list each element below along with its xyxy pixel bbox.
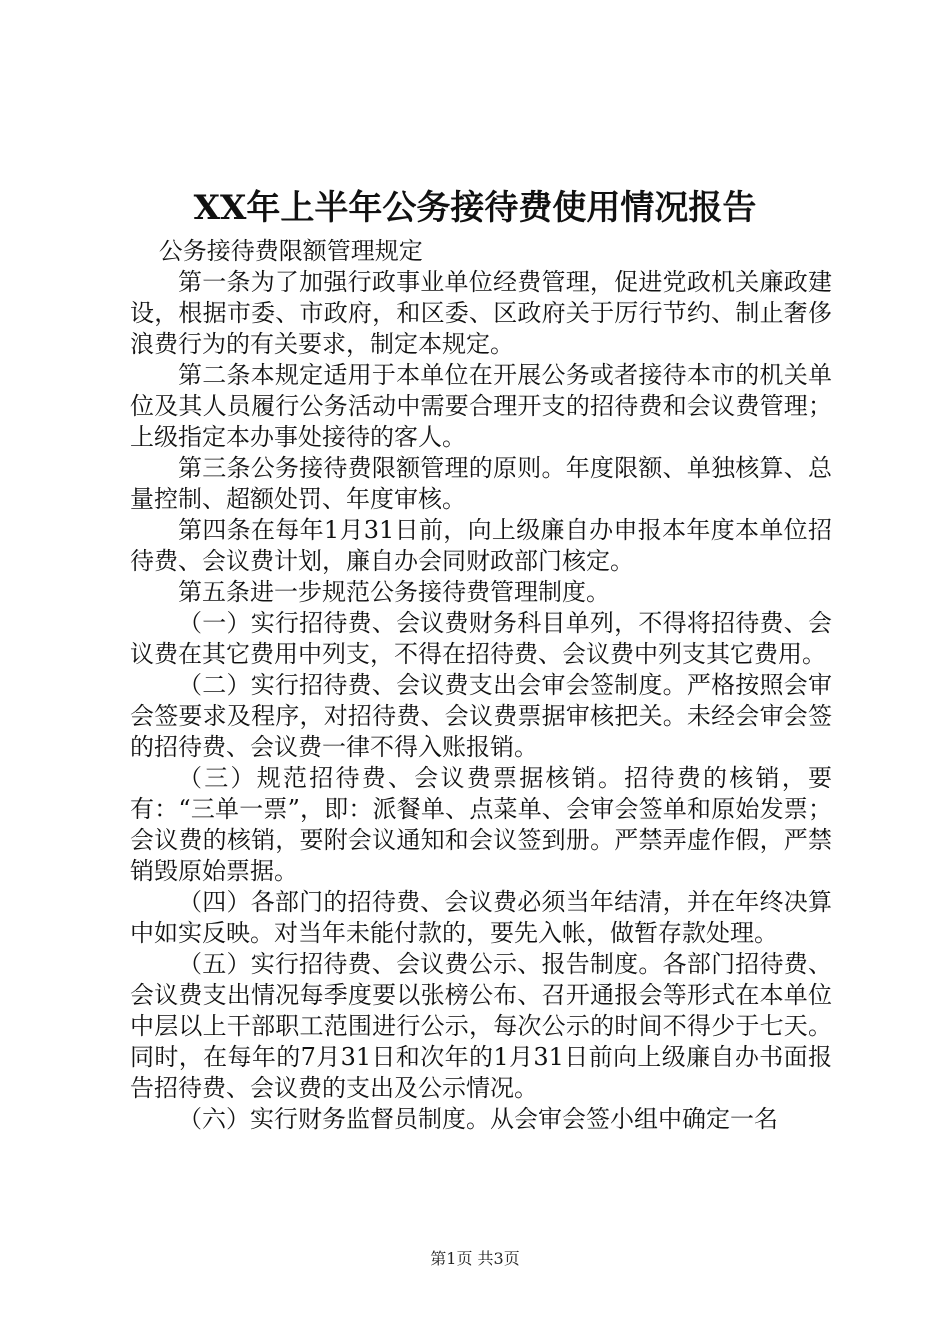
paragraph-article-4: 第四条在每年1月31日前，向上级廉自办申报本年度本单位招待费、会议费计划，廉自办会同财政部门核定。: [130, 516, 832, 575]
paragraph-article-2: 第二条本规定适用于本单位在开展公务或者接待本市的机关单位及其人员履行公务活动中需要合理开支的招待费和会议费管理；上级指定本办事处接待的客人。: [130, 361, 832, 451]
section-heading: 公务接待费限额管理规定: [158, 237, 423, 265]
paragraph-item-3: （三）规范招待费、会议费票据核销。招待费的核销，要有：“三单一票”，即：派餐单、点菜单、会审会签单和原始发票；会议费的核销，要附会议通知和会议签到册。严禁弄虚作假，严禁销毁原始票据。: [130, 764, 832, 885]
document-title: XX年上半年公务接待费使用情况报告: [193, 188, 757, 228]
paragraph-item-6: （六）实行财务监督员制度。从会审会签小组中确定一名: [178, 1105, 778, 1133]
page-footer: 第1页 共3页: [430, 1249, 520, 1268]
paragraph-item-5: （五）实行招待费、会议费公示、报告制度。各部门招待费、会议费支出情况每季度要以张榜公布、召开通报会等形式在本单位中层以上干部职工范围进行公示，每次公示的时间不得少于七天。同时，在每年的7月31日和次年的1月31日前向上级廉自办书面报告招待费、会议费的支出及公示情况。: [130, 950, 832, 1102]
paragraph-item-1: （一）实行招待费、会议费财务科目单列，不得将招待费、会议费在其它费用中列支，不得在招待费、会议费中列支其它费用。: [130, 609, 832, 668]
paragraph-article-5: 第五条进一步规范公务接待费管理制度。: [178, 578, 610, 606]
paragraph-item-2: （二）实行招待费、会议费支出会审会签制度。严格按照会审会签要求及程序，对招待费、会议费票据审核把关。未经会审会签的招待费、会议费一律不得入账报销。: [130, 671, 832, 761]
paragraph-item-4: （四）各部门的招待费、会议费必须当年结清，并在年终决算中如实反映。对当年未能付款的，要先入帐，做暂存款处理。: [130, 888, 832, 947]
paragraph-article-1: 第一条为了加强行政事业单位经费管理，促进党政机关廉政建设，根据市委、市政府，和区委、区政府关于厉行节约、制止奢侈浪费行为的有关要求，制定本规定。: [130, 268, 832, 358]
paragraph-article-3: 第三条公务接待费限额管理的原则。年度限额、单独核算、总量控制、超额处罚、年度审核。: [130, 454, 832, 513]
document-body: [130, 236, 832, 1135]
